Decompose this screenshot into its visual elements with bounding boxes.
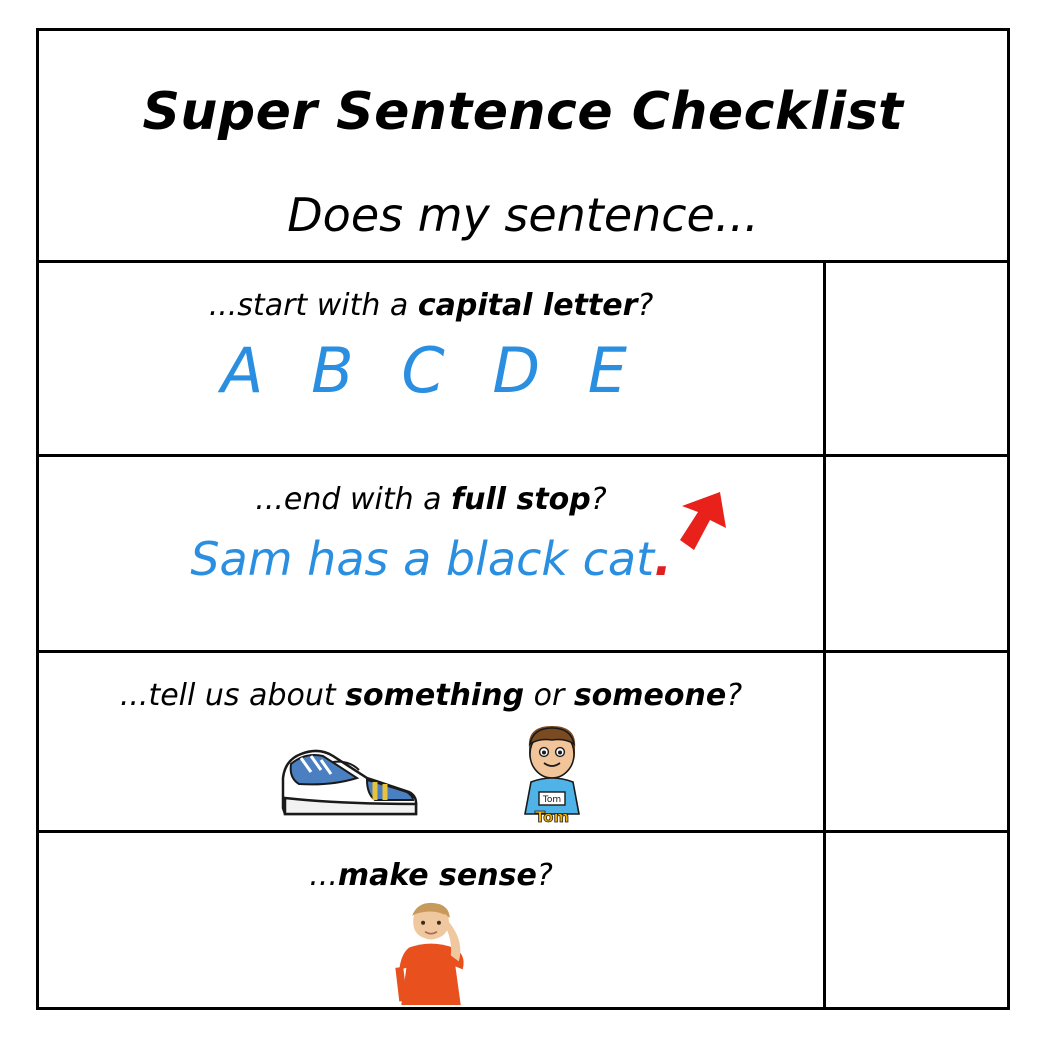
boy-name-tag: Tom: [542, 795, 562, 805]
question-part-suffix: ?: [590, 482, 607, 517]
page-subtitle: Does my sentence...: [287, 187, 759, 242]
checklist-sheet: [36, 28, 1010, 1010]
question-part-keyword: capital letter: [417, 288, 638, 323]
shoe-icon: [271, 734, 421, 826]
tick-box-something-someone[interactable]: [823, 653, 1007, 830]
question-part-prefix: ...start with a: [208, 288, 418, 323]
question-text-something-someone: [108, 679, 754, 712]
header-cell: [39, 31, 1007, 260]
question-part-suffix: ?: [726, 678, 743, 713]
question-text-make-sense: [297, 859, 565, 892]
question-cell-make-sense: [39, 833, 823, 1007]
question-text-full-stop: [243, 483, 618, 516]
question-part-prefix: ...: [309, 858, 338, 893]
red-arrow-icon: [660, 488, 730, 568]
tick-box-full-stop[interactable]: [823, 457, 1007, 650]
question-part-suffix: ?: [536, 858, 553, 893]
example-sentence-wrap: [190, 532, 671, 586]
boy-name-label: Tom: [534, 808, 570, 826]
question-cell-full-stop: [39, 457, 823, 650]
question-part-prefix: ...tell us about: [119, 678, 346, 713]
page-title: Super Sentence Checklist: [142, 81, 904, 142]
tick-box-capital-letter[interactable]: [823, 263, 1007, 454]
tick-box-make-sense[interactable]: [823, 833, 1007, 1007]
thinking-boy-photo: [379, 896, 483, 1007]
question-part-keyword: make sense: [337, 858, 537, 893]
example-full-stop: .: [654, 532, 672, 586]
checklist-row-make-sense: [39, 833, 1007, 1007]
illustration-group: [271, 718, 591, 826]
question-part-keyword-something: something: [345, 678, 525, 713]
checklist-row-full-stop: [39, 457, 1007, 653]
question-cell-capital-letter: [39, 263, 823, 454]
example-sentence: [190, 532, 671, 586]
question-part-keyword-someone: someone: [573, 678, 727, 713]
example-sentence-text: Sam has a black cat: [190, 532, 655, 586]
question-part-suffix: ?: [637, 288, 654, 323]
example-alphabet: A B C D E: [221, 334, 641, 407]
header-row: [39, 31, 1007, 263]
checklist-row-something-someone: [39, 653, 1007, 833]
question-part-joiner: or: [524, 678, 574, 713]
checklist-row-capital-letter: [39, 263, 1007, 457]
question-cell-something-someone: [39, 653, 823, 830]
cartoon-boy-icon: [513, 718, 591, 826]
question-part-prefix: ...end with a: [255, 482, 452, 517]
question-text-capital-letter: [197, 289, 666, 322]
question-part-keyword: full stop: [451, 482, 591, 517]
